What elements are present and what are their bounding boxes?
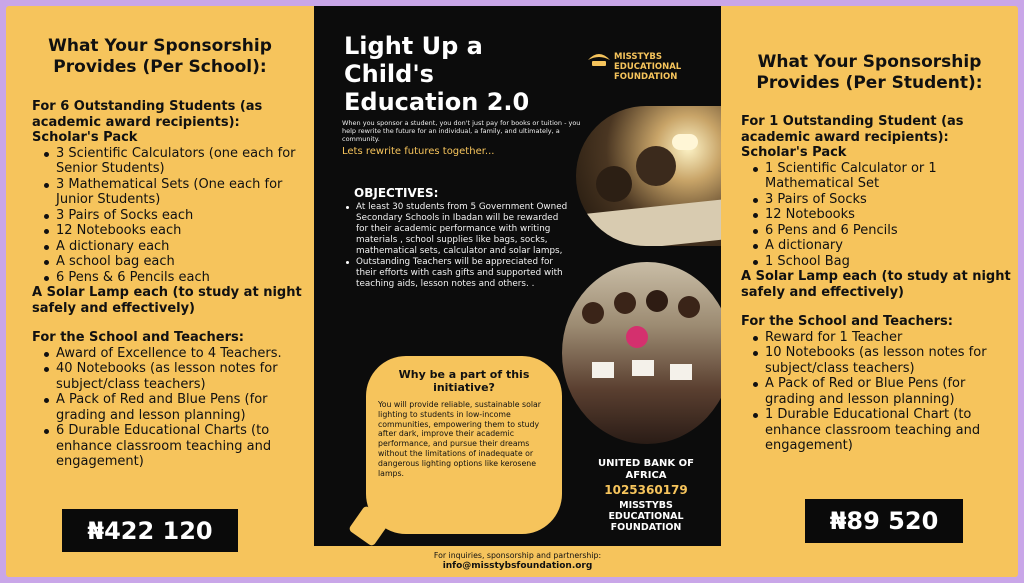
- award-recipients-photo: [562, 262, 721, 444]
- pack-list: [741, 161, 1013, 270]
- per-school-panel: [6, 6, 314, 577]
- students-heading: For 6 Outstanding Students (as academic award recipients):: [32, 99, 263, 130]
- per-school-content: [32, 99, 304, 470]
- list-item: 40 Notebooks (as lesson notes for subject/class teachers): [32, 361, 304, 392]
- list-item: 1 Scientific Calculator or 1 Mathematical Set: [741, 161, 1013, 192]
- list-item: Reward for 1 Teacher: [741, 330, 1013, 346]
- list-item: 1 Durable Educational Chart (to enhance classroom teaching and engagement): [741, 407, 1013, 454]
- footer-email[interactable]: info@misstybsfoundation.org: [442, 561, 593, 571]
- school-list: [32, 346, 304, 470]
- list-item: A school bag each: [32, 254, 304, 270]
- list-item: 1 School Bag: [741, 254, 1013, 270]
- tagline: Lets rewrite futures together...: [342, 146, 495, 157]
- footer-line: For inquiries, sponsorship and partnership:: [433, 551, 602, 560]
- list-item: Outstanding Teachers will be appreciated for their efforts with cash gifts and supported with teaching aids, lesson notes and others. .: [344, 257, 572, 290]
- school-heading: For the School and Teachers:: [741, 314, 953, 329]
- account-number: 1025360179: [604, 483, 688, 497]
- headline: Light Up a Child's Education 2.0: [344, 32, 530, 116]
- list-item: 6 Pens & 6 Pencils each: [32, 270, 304, 286]
- students-heading: For 1 Outstanding Student (as academic award recipients):: [741, 114, 964, 145]
- per-student-title: What Your Sponsorship Provides (Per Student):: [756, 52, 983, 93]
- pack-heading: Scholar's Pack: [741, 145, 847, 160]
- list-item: 3 Mathematical Sets (One each for Junior Students): [32, 177, 304, 208]
- objectives-title: OBJECTIVES:: [354, 186, 439, 200]
- list-item: Award of Excellence to 4 Teachers.: [32, 346, 304, 362]
- list-item: 3 Scientific Calculators (one each for Senior Students): [32, 146, 304, 177]
- account-name: MISSTYBS EDUCATIONAL FOUNDATION: [608, 500, 684, 533]
- per-student-panel: [721, 6, 1018, 577]
- students-studying-photo: [576, 106, 721, 246]
- flyer: [314, 6, 721, 577]
- pack-list: [32, 146, 304, 286]
- school-heading: For the School and Teachers:: [32, 330, 244, 345]
- list-item: 10 Notebooks (as lesson notes for subject/class teachers): [741, 345, 1013, 376]
- graduation-cap-icon: [586, 46, 612, 72]
- school-list: [741, 330, 1013, 454]
- intro-text: When you sponsor a student, you don't just pay for books or tuition - you help rewrite the future for an individual, a family, and ultimately, a community.: [342, 119, 581, 143]
- why-join-bubble: [366, 356, 562, 534]
- list-item: 3 Pairs of Socks: [741, 192, 1013, 208]
- logo-text: MISSTYBS EDUCATIONAL FOUNDATION: [614, 52, 682, 82]
- list-item: 3 Pairs of Socks each: [32, 208, 304, 224]
- why-text: You will provide reliable, sustainable solar lighting to students in low-income communities, empowering them to study after dark, improve their academic performance, and pursue their dreams without the limitations of inadequate or dangerous lighting options like kerosene lamps.: [378, 400, 541, 478]
- per-student-price: ₦89 520: [805, 499, 963, 543]
- list-item: 6 Durable Educational Charts (to enhance classroom teaching and engagement): [32, 423, 304, 470]
- per-school-price: ₦422 120: [62, 509, 238, 552]
- list-item: A dictionary: [741, 238, 1013, 254]
- pack-heading: Scholar's Pack: [32, 130, 138, 145]
- bank-name: UNITED BANK OF AFRICA: [598, 458, 694, 481]
- list-item: 12 Notebooks: [741, 207, 1013, 223]
- solar-note: A Solar Lamp each (to study at night safely and effectively): [741, 269, 1011, 300]
- list-item: At least 30 students from 5 Government Owned Secondary Schools in Ibadan will be rewarded for their academic performance with writing materials , school supplies like bags, socks, mathematical sets, calculator and solar lamps,: [344, 202, 572, 257]
- objectives-list: [344, 202, 572, 290]
- list-item: A Pack of Red or Blue Pens (for grading and lesson planning): [741, 376, 1013, 407]
- bank-details: [582, 458, 710, 533]
- per-school-title: What Your Sponsorship Provides (Per School):: [48, 36, 272, 77]
- list-item: 12 Notebooks each: [32, 223, 304, 239]
- list-item: A Pack of Red and Blue Pens (for grading and lesson planning): [32, 392, 304, 423]
- contact-footer: [314, 546, 721, 577]
- why-title: Why be a part of this initiative?: [398, 368, 530, 394]
- list-item: 6 Pens and 6 Pencils: [741, 223, 1013, 239]
- brochure: [6, 6, 1018, 577]
- solar-note: A Solar Lamp each (to study at night safely and effectively): [32, 285, 302, 316]
- list-item: A dictionary each: [32, 239, 304, 255]
- per-student-content: [741, 114, 1013, 454]
